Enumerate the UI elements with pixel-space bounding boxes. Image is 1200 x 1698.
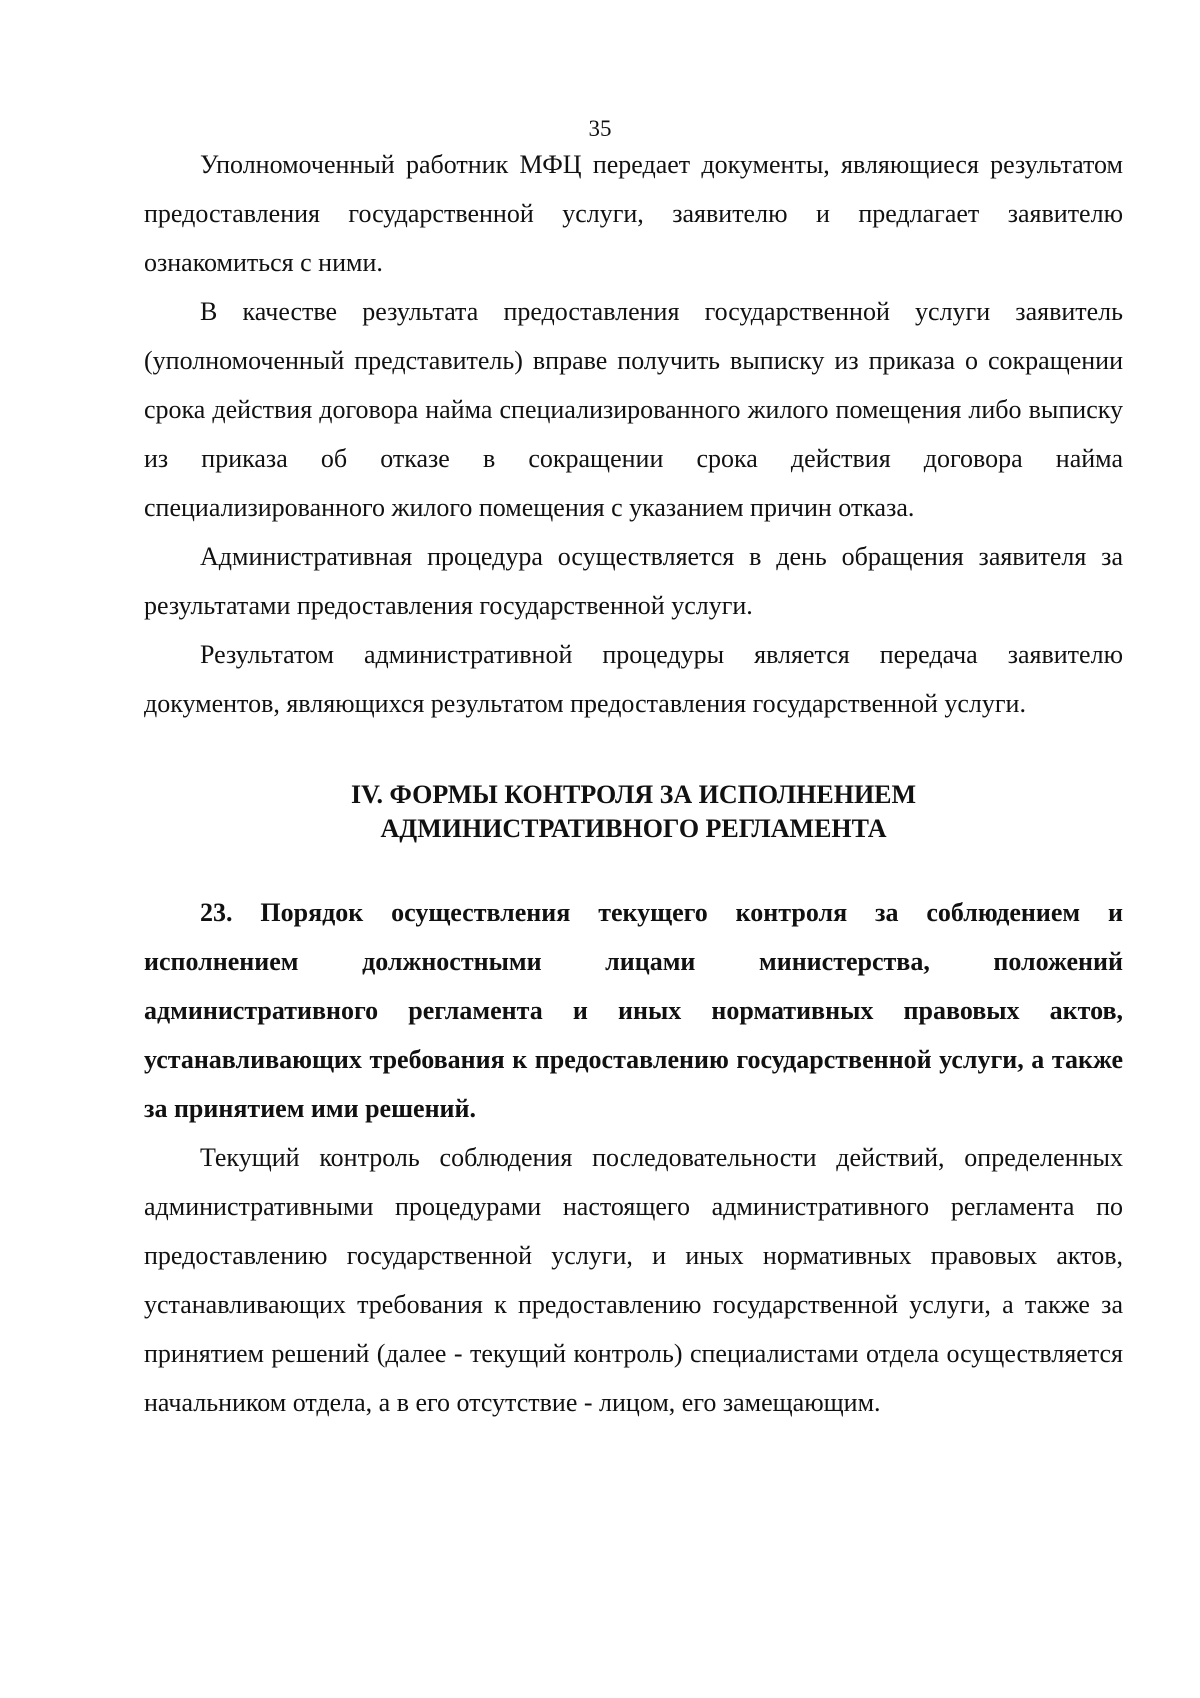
paragraph-mfc-transfer: Уполномоченный работник МФЦ передает документы, являющиеся результатом предоставления государственной услуги, заявителю и предлагает заявителю ознакомиться с ними. bbox=[144, 150, 1123, 277]
section-heading-line-2: АДМИНИСТРАТИВНОГО РЕГЛАМЕНТА bbox=[380, 814, 887, 843]
subsection-heading: 23. Порядок осуществления текущего контроля за соблюдением и исполнением должностными лицами министерства, положений административного регламента и иных нормативных правовых актов, устанавливающих требования к предоставлению государственной услуги, а также за принятием ими решений. bbox=[144, 898, 1123, 1123]
paragraph-procedure-day: Административная процедура осуществляется в день обращения заявителя за результатами предоставления государственной услуги. bbox=[144, 542, 1123, 620]
paragraph-service-result: В качестве результата предоставления государственной услуги заявитель (уполномоченный представитель) вправе получить выписку из приказа о сокращении срока действия договора найма специализированного жилого помещения либо выписку из приказа об отказе в сокращении срока действия договора найма специализированного жилого помещения с указанием причин отказа. bbox=[144, 297, 1123, 522]
section-heading bbox=[144, 778, 1123, 846]
page-content bbox=[144, 140, 1123, 1427]
section-heading-line-1: IV. ФОРМЫ КОНТРОЛЯ ЗА ИСПОЛНЕНИЕМ bbox=[350, 780, 917, 809]
paragraph-procedure-result: Результатом административной процедуры является передача заявителю документов, являющихся результатом предоставления государственной услуги. bbox=[144, 640, 1123, 718]
page-number: 35 bbox=[588, 116, 612, 141]
paragraph-current-control: Текущий контроль соблюдения последовательности действий, определенных административными процедурами настоящего административного регламента по предоставлению государственной услуги, и иных нормативных правовых актов, устанавливающих требования к предоставлению государственной услуги, а также за принятием решений (далее - текущий контроль) специалистами отдела осуществляется начальником отдела, а в его отсутствие - лицом, его замещающим. bbox=[144, 1143, 1123, 1417]
